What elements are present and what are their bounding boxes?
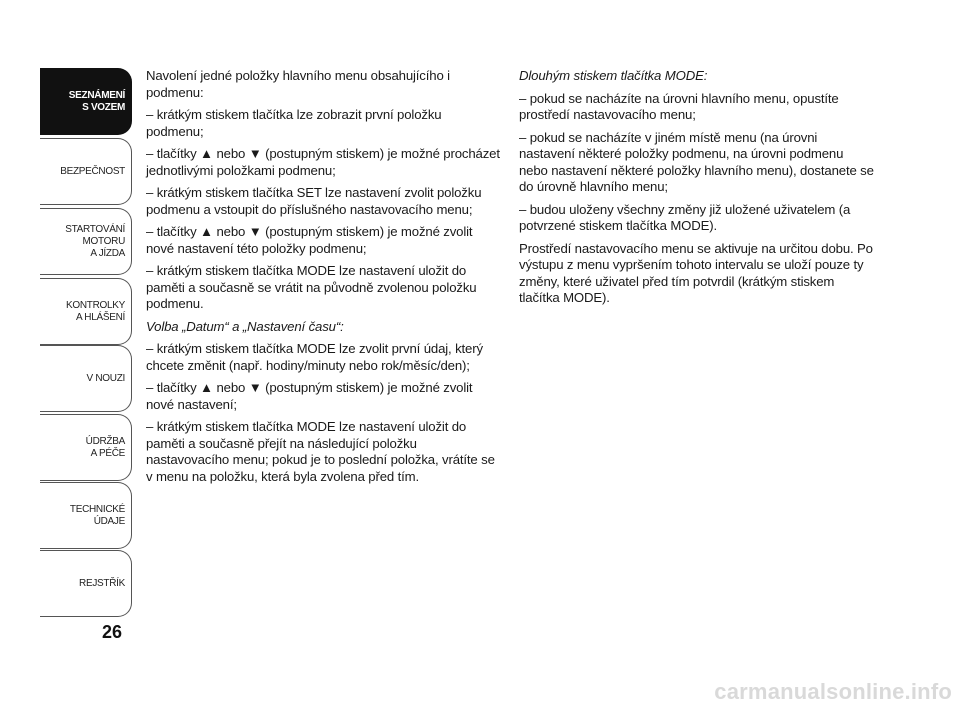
paragraph: – krátkým stiskem tlačítka MODE lze nastavení uložit do paměti a současně se vrátit na původně zvolenou položku podmenu. [146,263,477,311]
paragraph: – pokud se nacházíte na úrovni hlavního menu, opustíte prostředí nastavovacího menu; [519,90,839,122]
section-heading: Volba „Datum“ a „Nastavení času“: [146,318,344,334]
paragraph: – budou uloženy všechny změny již uložené uživatelem (a potvrzené stiskem tlačítka MODE). [519,201,851,233]
watermark: carmanualsonline.info [714,679,952,704]
tab-rejstrik[interactable]: REJSTŘÍK [40,550,132,617]
paragraph: Navolení jedné položky hlavního menu obsahujícího i podmenu: [146,68,450,100]
tab-udrzba[interactable]: ÚDRŽBA A PÉČE [40,414,132,481]
paragraph: – pokud se nacházíte v jiném místě menu (na úrovni nastavení některé položky podmenu, na úrovni podmenu nebo nastavení některé položky hlavního menu), dostanete se do úrovně hlavního menu; [519,129,874,194]
paragraph: – tlačítky ▲ nebo ▼ (postupným stiskem) je možné zvolit nové nastavení této položky podmenu; [146,224,473,256]
page-number: 26 [102,622,123,642]
tab-kontrolky[interactable]: KONTROLKY A HLÁŠENÍ [40,278,132,345]
paragraph: – krátkým stiskem tlačítka SET lze nastavení zvolit položku podmenu a vstoupit do příslušného nastavovacího menu; [146,185,482,217]
section-heading: Dlouhým stiskem tlačítka MODE: [519,68,708,83]
tab-seznameni-s-vozem[interactable]: SEZNÁMENÍ S VOZEM [40,68,132,135]
left-text-column [146,68,502,491]
tab-v-nouzi[interactable]: V NOUZI [40,345,132,412]
tab-startovani-motoru[interactable]: STARTOVÁNÍ MOTORU A JÍZDA [40,208,132,275]
paragraph: – tlačítky ▲ nebo ▼ (postupným stiskem) je možné zvolit nové nastavení; [146,380,473,412]
paragraph: – krátkým stiskem tlačítka MODE lze zvolit první údaj, který chcete změnit (např. hodiny/minuty nebo rok/měsíc/den); [146,341,483,373]
paragraph: – tlačítky ▲ nebo ▼ (postupným stiskem) je možné procházet jednotlivými položkami podmenu; [146,146,500,178]
tab-bezpecnost[interactable]: BEZPEČNOST [40,138,132,205]
paragraph: – krátkým stiskem tlačítka lze zobrazit první položku podmenu; [146,107,442,139]
right-text-column [519,68,875,313]
tab-technicke-udaje[interactable]: TECHNICKÉ ÚDAJE [40,482,132,549]
paragraph: Prostředí nastavovacího menu se aktivuje na určitou dobu. Po výstupu z menu vypršením tohoto intervalu se uloží pouze ty změny, které uživatel před tím potvrdil (krátkým stiskem tlačítka MODE). [519,240,873,305]
paragraph: – krátkým stiskem tlačítka MODE lze nastavení uložit do paměti a současně přejít na následující položku nastavovacího menu; pokud je to poslední položka, vrátíte se v menu na položku, která byla zvolena před tím. [146,419,495,484]
